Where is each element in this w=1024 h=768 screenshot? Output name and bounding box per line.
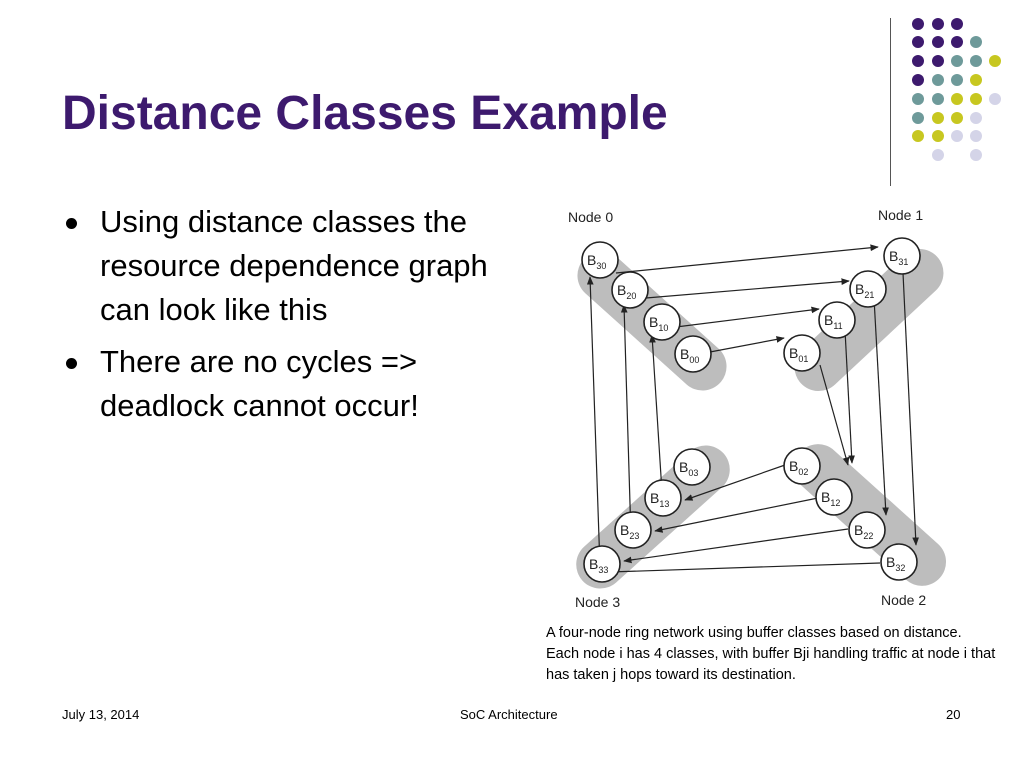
buffer-node <box>675 336 711 372</box>
bullet-item <box>64 200 504 332</box>
buffer-index: 12 <box>830 498 841 508</box>
caption-line: A four-node ring network using buffer classes based on distance. <box>546 625 962 641</box>
svg-text:B22: $B_{22}$ <box>854 522 874 541</box>
buffer-node <box>784 448 820 484</box>
dot <box>970 93 982 105</box>
buffer-node <box>612 272 648 308</box>
dot <box>912 55 924 67</box>
buffer-node <box>819 302 855 338</box>
arrow <box>590 277 600 567</box>
bullet-item <box>64 340 504 428</box>
buffer-index: 10 <box>658 323 669 333</box>
buffer-node <box>784 335 820 371</box>
buffer-index: 02 <box>798 467 809 477</box>
bullet-icon <box>66 218 77 229</box>
svg-text:B21: $B_{21}$ <box>855 281 875 300</box>
svg-text:B31: $B_{31}$ <box>889 248 909 267</box>
dot <box>932 93 944 105</box>
dot <box>912 112 924 124</box>
svg-text:B00: $B_{00}$ <box>680 346 700 365</box>
svg-text:B03: $B_{03}$ <box>679 459 699 478</box>
dot <box>951 36 963 48</box>
buffer-index: 22 <box>863 531 874 541</box>
caption-line: Each node i has 4 classes, with buffer Bji handling traffic at node i that has taken j hops toward its destination. <box>546 646 996 683</box>
page-number: 20 <box>946 707 961 722</box>
dot <box>970 36 982 48</box>
svg-text:B11: $B_{11}$ <box>824 312 843 331</box>
buffer-node <box>644 304 680 340</box>
buffer-index: 23 <box>629 531 640 541</box>
svg-text:B10: $B_{10}$ <box>649 314 669 333</box>
bullet-icon <box>66 358 77 369</box>
buffer-index: 03 <box>688 468 699 478</box>
dot <box>951 93 963 105</box>
slide-title: Distance Classes Example <box>62 87 668 140</box>
footer-date: July 13, 2014 <box>62 707 140 722</box>
dot <box>932 130 944 142</box>
dot <box>951 55 963 67</box>
svg-text:B12: $B_{12}$ <box>821 489 841 508</box>
arrow <box>676 309 819 327</box>
dot <box>932 74 944 86</box>
arrow <box>616 247 878 273</box>
buffer-index: 00 <box>689 355 700 365</box>
arrow <box>710 338 784 352</box>
dot <box>932 18 944 30</box>
buffer-index: 13 <box>659 499 670 509</box>
dot <box>970 149 982 161</box>
buffer-index: 33 <box>598 565 609 575</box>
buffer-node <box>849 512 885 548</box>
node-label: Node 1 <box>878 207 924 223</box>
buffer-node <box>582 242 618 278</box>
bullet-text: There are no cycles => deadlock cannot occur! <box>100 344 419 423</box>
svg-text:B20: $B_{20}$ <box>617 282 637 301</box>
buffer-node <box>615 512 651 548</box>
buffer-index: 32 <box>895 563 906 573</box>
buffer-index: 30 <box>596 261 607 271</box>
dot <box>970 130 982 142</box>
bullet-list <box>64 200 504 436</box>
dot <box>951 74 963 86</box>
dot <box>912 130 924 142</box>
svg-text:B13: $B_{13}$ <box>650 490 670 509</box>
arrow <box>624 305 631 537</box>
svg-text:B23: $B_{23}$ <box>620 522 640 541</box>
svg-text:B30: $B_{30}$ <box>587 252 607 271</box>
dot <box>951 112 963 124</box>
node1-group <box>785 239 954 401</box>
dot <box>970 112 982 124</box>
buffer-node <box>816 479 852 515</box>
decorative-dot-grid <box>0 0 1024 170</box>
buffer-node <box>584 546 620 582</box>
bullet-text: Using distance classes the resource dependence graph can look like this <box>100 204 488 327</box>
dot <box>951 130 963 142</box>
footer-title: SoC Architecture <box>460 707 558 722</box>
dot <box>912 18 924 30</box>
buffer-index: 21 <box>864 290 875 300</box>
buffer-node <box>881 544 917 580</box>
node-label: Node 3 <box>575 594 621 610</box>
node-label: Node 2 <box>881 592 927 608</box>
figure-caption <box>546 623 1006 686</box>
dot <box>970 55 982 67</box>
dot <box>912 36 924 48</box>
buffer-node <box>884 238 920 274</box>
dot <box>912 74 924 86</box>
dot <box>989 55 1001 67</box>
arrow <box>610 563 880 572</box>
svg-text:B32: $B_{32}$ <box>886 554 906 573</box>
buffer-node <box>645 480 681 516</box>
svg-text:B01: $B_{01}$ <box>789 345 809 364</box>
dot <box>951 18 963 30</box>
dot <box>989 93 1001 105</box>
buffer-index: 20 <box>626 291 637 301</box>
svg-text:B02: $B_{02}$ <box>789 458 809 477</box>
title-divider <box>890 18 891 186</box>
svg-text:B33: $B_{33}$ <box>589 556 609 575</box>
buffer-node <box>674 449 710 485</box>
dot <box>932 36 944 48</box>
dot <box>912 93 924 105</box>
arrow <box>646 281 849 298</box>
dot <box>932 55 944 67</box>
node-label: Node 0 <box>568 209 614 225</box>
buffer-index: 11 <box>833 321 843 331</box>
dot <box>932 149 944 161</box>
buffer-index: 01 <box>798 354 809 364</box>
buffer-index: 31 <box>898 257 909 267</box>
buffer-node <box>850 271 886 307</box>
dot <box>970 74 982 86</box>
dot <box>932 112 944 124</box>
dependence-graph-figure <box>540 195 980 620</box>
